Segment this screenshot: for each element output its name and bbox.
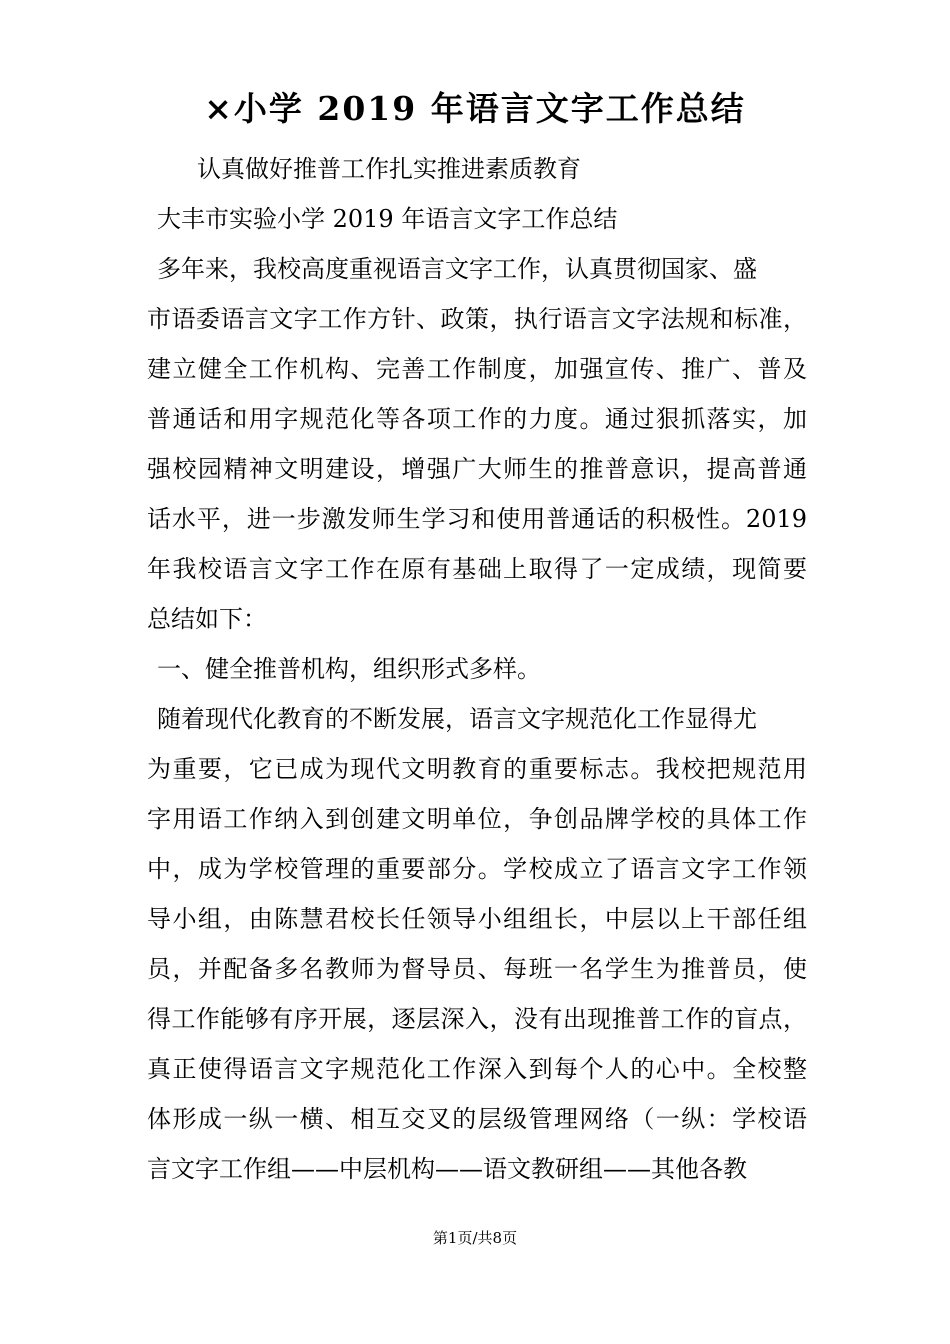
paragraph-line: 为重要，它已成为现代文明教育的重要标志。我校把规范用: [147, 755, 807, 783]
paragraph-line: 市语委语言文字工作方针、政策，执行语言文字法规和标准，: [147, 305, 807, 333]
paragraph-line: 随着现代化教育的不断发展，语言文字规范化工作显得尤: [157, 705, 757, 733]
paragraph-line: 言文字工作组——中层机构——语文教研组——其他各教: [147, 1155, 747, 1183]
document-subtitle: 认真做好推普工作扎实推进素质教育: [197, 155, 581, 183]
page-number-footer: 第1页/共8页: [432, 1229, 518, 1247]
section-heading: 一、健全推普机构，组织形式多样。: [157, 655, 541, 683]
document-title: ×小学 2019 年语言文字工作总结: [204, 89, 746, 128]
paragraph-line: 得工作能够有序开展，逐层深入，没有出现推普工作的盲点，: [147, 1005, 807, 1033]
paragraph-line: 员，并配备多名教师为督导员、每班一名学生为推普员，使: [147, 955, 807, 983]
paragraph-line: 体形成一纵一横、相互交叉的层级管理网络（一纵：学校语: [147, 1105, 807, 1133]
paragraph-line: 导小组，由陈慧君校长任领导小组组长，中层以上干部任组: [147, 905, 807, 933]
paragraph-line: 字用语工作纳入到创建文明单位，争创品牌学校的具体工作: [147, 805, 807, 833]
paragraph-line: 总结如下：: [147, 605, 267, 633]
paragraph-line: 话水平，进一步激发师生学习和使用普通话的积极性。2019: [147, 505, 807, 533]
paragraph-line: 多年来，我校高度重视语言文字工作，认真贯彻国家、盛: [157, 255, 757, 283]
paragraph-line: 大丰市实验小学 2019 年语言文字工作总结: [157, 205, 618, 233]
paragraph-line: 年我校语言文字工作在原有基础上取得了一定成绩，现简要: [147, 555, 807, 583]
paragraph-line: 普通话和用字规范化等各项工作的力度。通过狠抓落实，加: [147, 405, 807, 433]
document-body: [147, 144, 807, 1194]
paragraph-line: 建立健全工作机构、完善工作制度，加强宣传、推广、普及: [147, 355, 807, 383]
paragraph-line: 强校园精神文明建设，增强广大师生的推普意识，提高普通: [147, 455, 807, 483]
paragraph-line: 真正使得语言文字规范化工作深入到每个人的心中。全校整: [147, 1055, 807, 1083]
paragraph-line: 中，成为学校管理的重要部分。学校成立了语言文字工作领: [147, 855, 807, 883]
